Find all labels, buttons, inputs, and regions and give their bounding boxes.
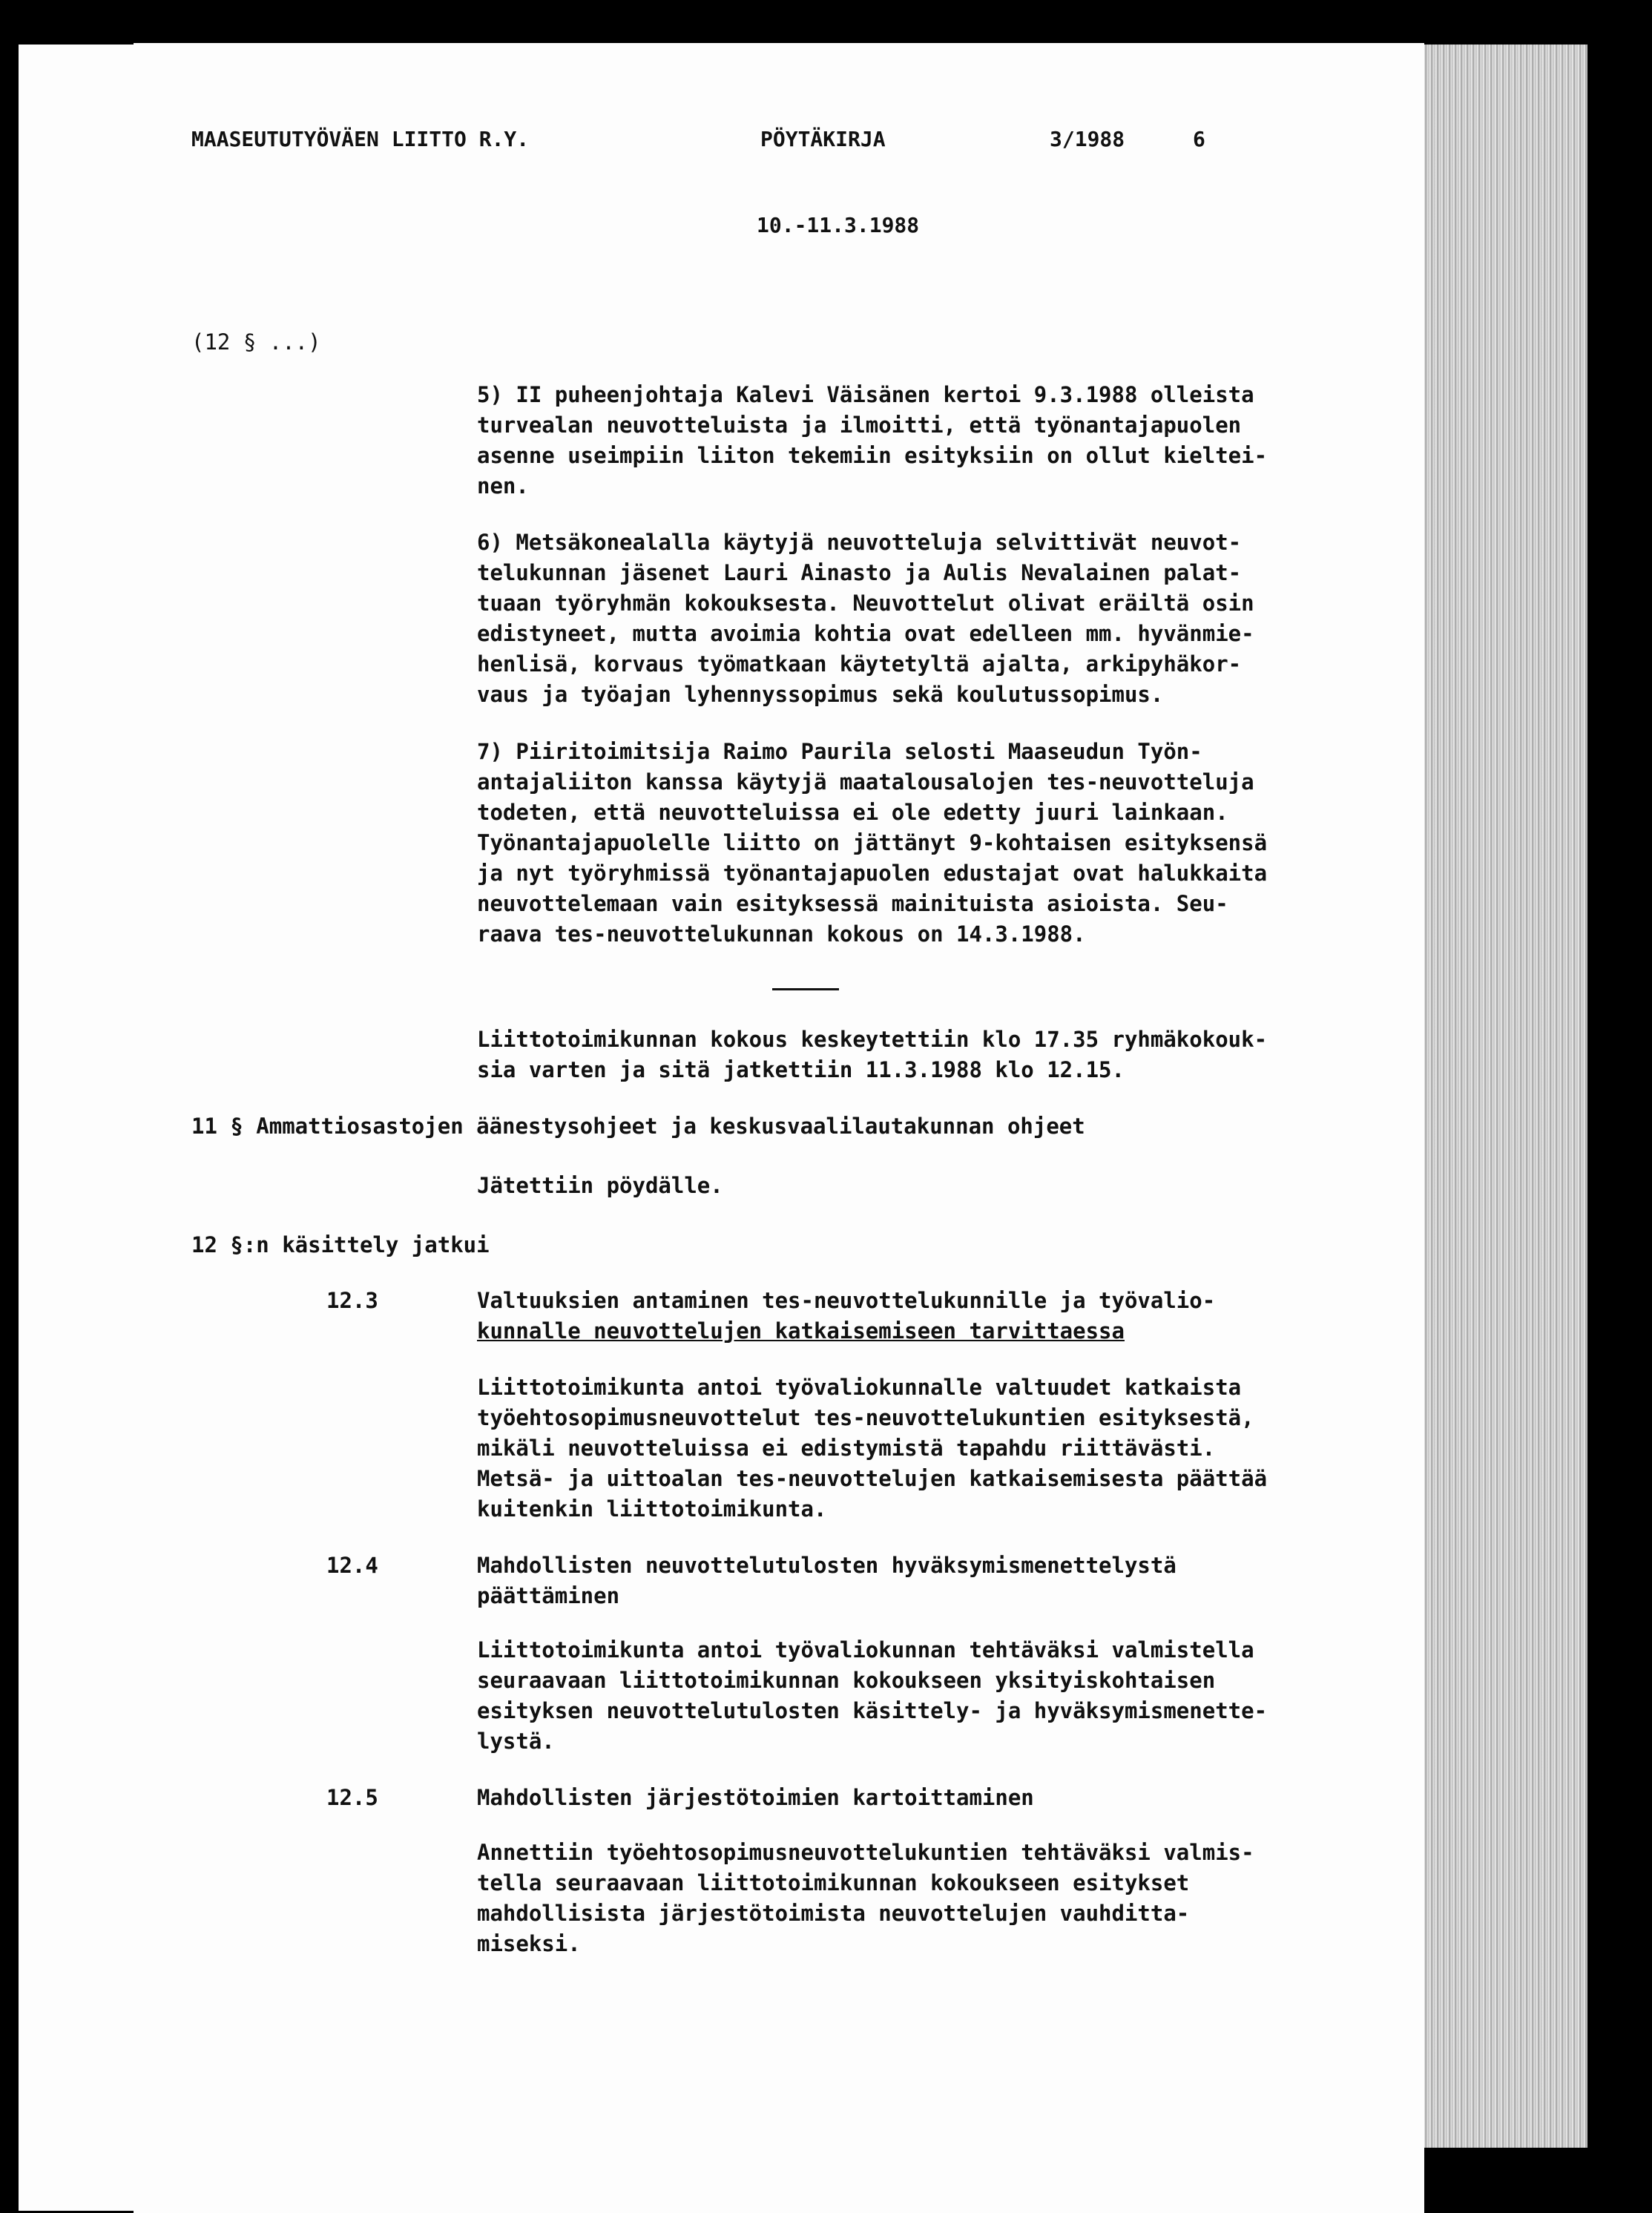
subsection-title: Valtuuksien antaminen tes-neuvottelukunnille ja työvalio-: [477, 1288, 1216, 1313]
subsection-number: 12.3: [326, 1288, 378, 1313]
body-line: neuvottelemaan vain esityksessä mainituista asioista. Seu-: [477, 891, 1228, 916]
body-line: Liittotoimikunta antoi työvaliokunnalle valtuudet katkaista: [477, 1375, 1242, 1400]
subsection-title: Mahdollisten neuvottelutulosten hyväksymismenettelystä: [477, 1553, 1177, 1578]
body-line: tuaan työryhmän kokouksesta. Neuvottelut olivat eräiltä osin: [477, 591, 1254, 616]
subsection-number: 12.5: [326, 1785, 378, 1810]
body-line: miseksi.: [477, 1931, 581, 1956]
body-line: kuitenkin liittotoimikunta.: [477, 1496, 827, 1522]
body-line: 7) Piiritoimitsija Raimo Paurila selosti Maaseudun Työn-: [477, 739, 1202, 764]
body-line: raava tes-neuvottelukunnan kokous on 14.3.1988.: [477, 921, 1086, 947]
body-line: telukunnan jäsenet Lauri Ainasto ja Aulis Nevalainen palat-: [477, 560, 1242, 585]
body-line: sia varten ja sitä jatkettiin 11.3.1988 klo 12.15.: [477, 1057, 1125, 1082]
section-11-heading: 11 § Ammattiosastojen äänestysohjeet ja keskusvaalilautakunnan ohjeet: [191, 1114, 1085, 1139]
subsection-title: kunnalle neuvottelujen katkaisemiseen tarvittaessa: [477, 1318, 1125, 1344]
body-line: henlisä, korvaus työmatkaan käytetyltä ajalta, arkipyhäkor-: [477, 651, 1242, 677]
body-line: Liittotoimikunta antoi työvaliokunnan tehtäväksi valmistella: [477, 1637, 1254, 1663]
body-line: Työnantajapuolelle liitto on jättänyt 9-kohtaisen esityksensä: [477, 830, 1268, 855]
header-page-number: 6: [1193, 127, 1205, 151]
body-line: edistyneet, mutta avoimia kohtia ovat edelleen mm. hyvänmie-: [477, 621, 1254, 646]
header-date: 10.-11.3.1988: [757, 213, 920, 237]
body-line: Liittotoimikunnan kokous keskeytettiin klo 17.35 ryhmäkokouk-: [477, 1027, 1268, 1052]
subsection-title: päättäminen: [477, 1583, 620, 1608]
body-line: ja nyt työryhmissä työnantajapuolen edustajat ovat halukkaita: [477, 861, 1268, 886]
body-line: antajaliiton kanssa käytyjä maatalousalojen tes-neuvotteluja: [477, 769, 1254, 795]
book-page-edges: [1409, 45, 1587, 2148]
body-line: Metsä- ja uittoalan tes-neuvottelujen katkaisemisesta päättää: [477, 1466, 1268, 1491]
body-line: turvealan neuvotteluista ja ilmoitti, että työnantajapuolen: [477, 412, 1242, 438]
body-line: vaus ja työajan lyhennyssopimus sekä koulutussopimus.: [477, 682, 1164, 707]
body-line: todeten, että neuvotteluissa ei ole edetty juuri lainkaan.: [477, 800, 1228, 825]
subsection-number: 12.4: [326, 1553, 378, 1578]
subsection-title: Mahdollisten järjestötoimien kartoittaminen: [477, 1785, 1034, 1810]
body-line: 6) Metsäkonealalla käytyjä neuvotteluja selvittivät neuvot-: [477, 530, 1242, 555]
body-line: asenne useimpiin liiton tekemiin esityksiin on ollut kieltei-: [477, 443, 1268, 468]
body-line: esityksen neuvottelutulosten käsittely- ja hyväksymismenette-: [477, 1698, 1268, 1723]
continuation-label: (12 § ...): [191, 329, 321, 355]
body-line: seuraavaan liittotoimikunnan kokoukseen yksityiskohtaisen: [477, 1668, 1216, 1693]
body-line: työehtosopimusneuvottelut tes-neuvottelukuntien esityksestä,: [477, 1405, 1254, 1430]
body-line: lystä.: [477, 1729, 555, 1754]
header-doc-number: 3/1988: [1050, 127, 1125, 151]
body-line: 5) II puheenjohtaja Kalevi Väisänen kertoi 9.3.1988 olleista: [477, 382, 1254, 407]
section-12-heading: 12 §:n käsittely jatkui: [191, 1232, 490, 1257]
section-11-decision: Jätettiin pöydälle.: [477, 1173, 723, 1198]
body-line: tella seuraavaan liittotoimikunnan kokoukseen esitykset: [477, 1870, 1190, 1895]
body-line: mikäli neuvotteluissa ei edistymistä tapahdu riittävästi.: [477, 1436, 1216, 1461]
body-line: nen.: [477, 473, 529, 499]
body-line: mahdollisista järjestötoimista neuvottelujen vauhditta-: [477, 1901, 1190, 1926]
header-doc-type: PÖYTÄKIRJA: [760, 127, 886, 151]
separator-rule: [772, 988, 839, 990]
header-org: MAASEUTUTYÖVÄEN LIITTO R.Y.: [191, 127, 530, 151]
body-line: Annettiin työehtosopimusneuvottelukuntien tehtäväksi valmis-: [477, 1840, 1254, 1865]
